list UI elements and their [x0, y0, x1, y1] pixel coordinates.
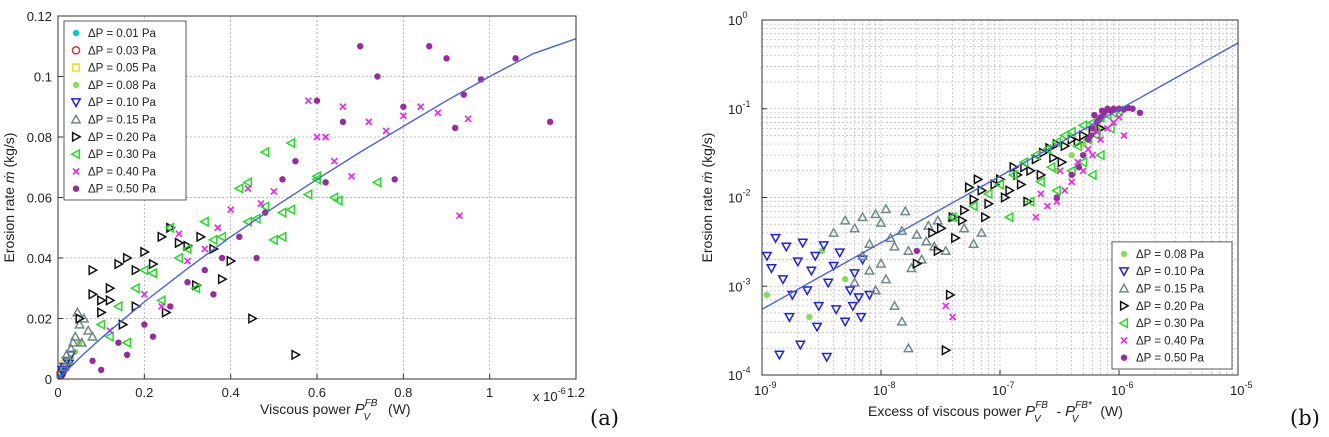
x-tick-label: $10^{-5}$ [1230, 380, 1253, 398]
data-point [392, 176, 398, 182]
data-point [374, 73, 380, 79]
legend-label: ΔP = 0.20 Pa [88, 131, 156, 144]
x-axis-label: Excess of viscous power $P^{FB}$ V - $P^{FB*}$ V (W) [868, 400, 1123, 425]
y-tick-label: 0.06 [26, 190, 52, 206]
data-point [1099, 108, 1105, 114]
legend-label: ΔP = 0.15 Pa [88, 114, 156, 127]
data-point [842, 276, 848, 282]
legend-label: ΔP = 0.10 Pa [88, 97, 156, 110]
x-tick-label: 1 [486, 385, 494, 400]
legend-label: ΔP = 0.10 Pa [1136, 266, 1204, 279]
data-point [292, 158, 298, 164]
panel-label-b: (b) [1290, 406, 1320, 430]
data-point [279, 176, 285, 182]
legend-label: ΔP = 0.03 Pa [88, 45, 156, 58]
data-point [1054, 194, 1060, 200]
data-point [443, 55, 449, 61]
legend-marker [73, 186, 79, 192]
x-tick-label: $10^{-8}$ [873, 380, 896, 398]
data-point [452, 125, 458, 131]
x-tick-label: 1.2 [566, 385, 586, 400]
data-point [914, 248, 920, 254]
data-point [115, 340, 121, 346]
legend-label: ΔP = 0.50 Pa [1136, 352, 1204, 365]
y-tick-label: 0.02 [26, 311, 52, 327]
x-tick-label: $10^{-7}$ [992, 380, 1015, 398]
data-point [322, 179, 328, 185]
x-tick-label: 0.6 [307, 385, 327, 400]
x-tick-label: $10^{-6}$ [1111, 380, 1134, 398]
data-point [253, 255, 259, 261]
y-axis-label: Erosion rate ṁ (kg/s) [1, 132, 17, 263]
data-point [764, 292, 770, 298]
y-tick-label: $10^{-3}$ [728, 276, 751, 295]
x-tick-label: $10^{-9}$ [754, 380, 777, 398]
data-point [124, 352, 130, 358]
legend-label: ΔP = 0.40 Pa [1136, 335, 1204, 348]
data-point [806, 314, 812, 320]
legend-marker [1121, 355, 1127, 361]
x-tick-label: 0.4 [221, 385, 240, 400]
data-point [89, 358, 95, 364]
legend-label: ΔP = 0.20 Pa [1136, 300, 1204, 313]
legend-label: ΔP = 0.08 Pa [1136, 248, 1204, 261]
data-point [1091, 112, 1097, 118]
legend-label: ΔP = 0.08 Pa [88, 79, 156, 92]
y-tick-label: $10^{-1}$ [728, 98, 751, 117]
data-point [98, 367, 104, 373]
legend-label: ΔP = 0.50 Pa [88, 183, 156, 196]
y-tick-label: 0 [44, 372, 52, 387]
y-tick-label: $10^0$ [728, 10, 748, 28]
data-point [184, 279, 190, 285]
legend-label: ΔP = 0.05 Pa [88, 62, 156, 75]
data-point [426, 43, 432, 49]
data-point [314, 98, 320, 104]
x-tick-label: 0.2 [135, 385, 154, 400]
data-point [1137, 110, 1143, 116]
data-point [400, 104, 406, 110]
data-point [210, 291, 216, 297]
data-point [141, 321, 147, 327]
data-point [1080, 152, 1086, 158]
data-point [547, 119, 553, 125]
legend-label: ΔP = 0.15 Pa [1136, 283, 1204, 296]
y-tick-label: 0.08 [26, 130, 52, 145]
data-point [1088, 132, 1094, 138]
data-point [219, 255, 225, 261]
legend-marker [1121, 251, 1127, 257]
legend-marker [73, 82, 79, 88]
x-multiplier: x $10^{-6}$ [533, 386, 566, 404]
y-tick-label: $10^{-4}$ [728, 365, 751, 383]
data-point [1068, 152, 1074, 158]
data-point [202, 267, 208, 273]
data-point [512, 55, 518, 61]
y-tick-label: 0.1 [33, 69, 52, 85]
panel-label-a: (a) [590, 406, 619, 430]
legend-label: ΔP = 0.30 Pa [1136, 318, 1204, 331]
x-tick-label: 0 [54, 385, 62, 400]
data-point [150, 333, 156, 339]
data-point [167, 303, 173, 309]
data-point [357, 43, 363, 49]
data-point [1076, 164, 1082, 170]
y-tick-label: 0.04 [26, 251, 52, 266]
chart-panel-b [699, 10, 1320, 430]
y-tick-label: 0.12 [26, 9, 52, 24]
chart-panel-a [1, 9, 619, 430]
x-axis-label: Viscous power $P^{FB}$ V (W) [260, 398, 411, 423]
data-point [236, 234, 242, 240]
data-point [340, 119, 346, 125]
legend-label: ΔP = 0.30 Pa [88, 149, 156, 162]
data-point [1068, 172, 1074, 178]
legend-label: ΔP = 0.01 Pa [88, 28, 156, 40]
y-axis-label: Erosion rate ṁ (kg/s) [699, 132, 715, 263]
x-tick-label: 0.8 [394, 385, 413, 400]
data-point [1129, 106, 1135, 112]
legend-label: ΔP = 0.40 Pa [88, 166, 156, 179]
legend-marker [73, 30, 79, 36]
y-tick-label: $10^{-2}$ [728, 187, 751, 206]
